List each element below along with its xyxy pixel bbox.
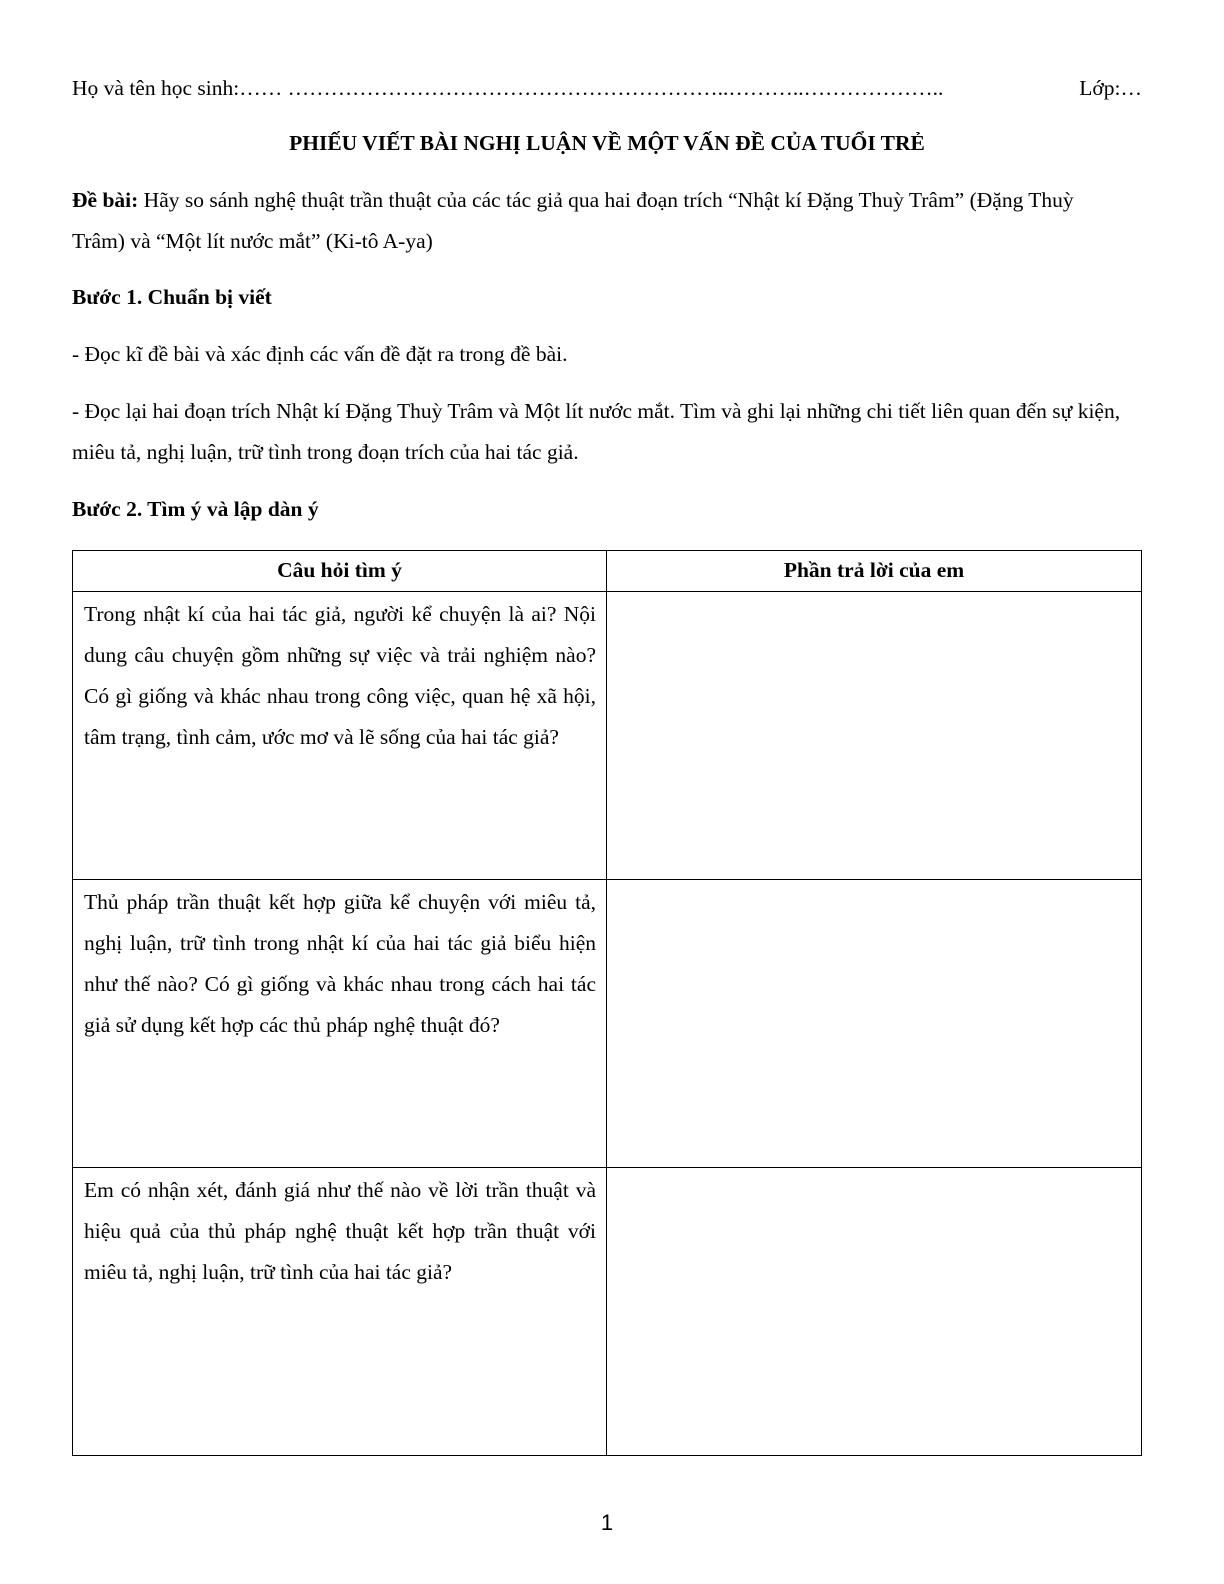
question-cell bbox=[73, 592, 607, 880]
student-name-label: Họ và tên học sinh:…… ……………………………………………………..………..……………….. bbox=[72, 76, 944, 100]
step1-item: - Đọc lại hai đoạn trích Nhật kí Đặng Thuỳ Trâm và Một lít nước mắt. Tìm và ghi lại những chi tiết liên quan đến sự kiện, miêu tả, nghị luận, trữ tình trong đoạn trích của hai tác giả. bbox=[72, 399, 1121, 464]
prompt-paragraph bbox=[72, 180, 1127, 262]
answer-cell[interactable] bbox=[607, 592, 1142, 880]
step1-heading: Bước 1. Chuẩn bị viết bbox=[72, 285, 272, 309]
step1-item: - Đọc kĩ đề bài và xác định các vấn đề đặt ra trong đề bài. bbox=[72, 342, 568, 366]
question-cell bbox=[73, 1168, 607, 1456]
table-row bbox=[73, 880, 1142, 1168]
answer-cell[interactable] bbox=[607, 1168, 1142, 1456]
prompt-text: Hãy so sánh nghệ thuật trần thuật của các tác giả qua hai đoạn trích “Nhật kí Đặng Thuỳ Trâm” (Đặng Thuỳ Trâm) và “Một lít nước mắt” (Ki-tô A-ya) bbox=[72, 188, 1074, 253]
outline-table bbox=[72, 550, 1142, 1456]
table-header-row bbox=[73, 551, 1142, 592]
worksheet-page bbox=[72, 0, 1142, 1584]
table-row bbox=[73, 1168, 1142, 1456]
question-text: Trong nhật kí của hai tác giả, người kể chuyện là ai? Nội dung câu chuyện gồm những sự việc và trải nghiệm nào? Có gì giống và khác nhau trong công việc, quan hệ xã hội, tâm trạng, tình cảm, ước mơ và lẽ sống của hai tác giả? bbox=[84, 602, 596, 749]
worksheet-title: PHIẾU VIẾT BÀI NGHỊ LUẬN VỀ MỘT VẤN ĐỀ CỦA TUỔI TRẺ bbox=[289, 131, 925, 155]
class-label: Lớp:… bbox=[1079, 76, 1142, 100]
prompt-label: Đề bài: bbox=[72, 188, 139, 212]
page-number: 1 bbox=[600, 1510, 614, 1535]
answer-cell[interactable] bbox=[607, 880, 1142, 1168]
step2-heading: Bước 2. Tìm ý và lập dàn ý bbox=[72, 497, 319, 521]
table-row bbox=[73, 592, 1142, 880]
student-info-line bbox=[72, 78, 1142, 100]
column-header-answer: Phần trả lời của em bbox=[607, 551, 1142, 592]
question-cell bbox=[73, 880, 607, 1168]
column-header-question: Câu hỏi tìm ý bbox=[73, 551, 607, 592]
question-text: Thủ pháp trần thuật kết hợp giữa kể chuyện với miêu tả, nghị luận, trữ tình trong nhật kí của hai tác giả biểu hiện như thế nào? Có gì giống và khác nhau trong cách hai tác giả sử dụng kết hợp các thủ pháp nghệ thuật đó? bbox=[84, 890, 596, 1037]
question-text: Em có nhận xét, đánh giá như thế nào về lời trần thuật và hiệu quả của thủ pháp nghệ thuật kết hợp trần thuật với miêu tả, nghị luận, trữ tình của hai tác giả? bbox=[84, 1178, 596, 1284]
